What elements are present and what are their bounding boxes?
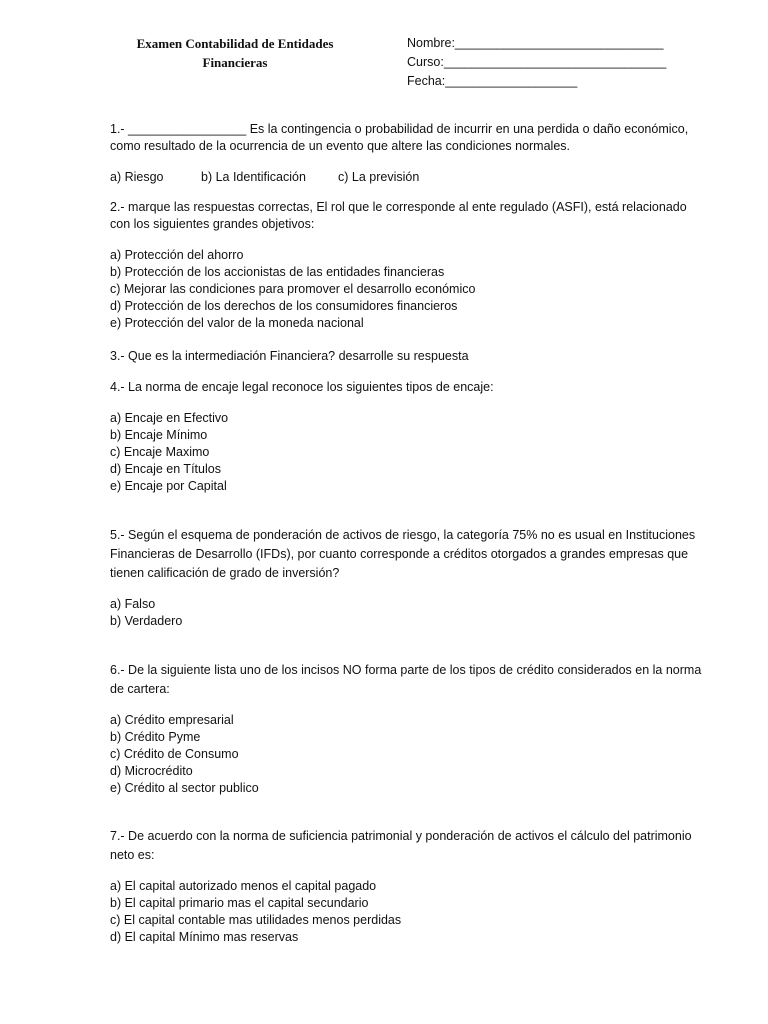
question-6: 6.- De la siguiente lista uno de los incisos NO forma parte de los tipos de crédito considerados en la norma de cartera: — [110, 663, 702, 696]
option: b) Verdadero — [110, 614, 183, 628]
option: b) Encaje Mínimo — [110, 428, 208, 442]
option: b) El capital primario mas el capital secundario — [110, 896, 369, 910]
question-6-options — [110, 712, 710, 797]
option: a) Encaje en Efectivo — [110, 411, 229, 425]
title-line-1: Examen Contabilidad de Entidades — [136, 36, 334, 51]
option: a) Crédito empresarial — [110, 713, 234, 727]
question-4: 4.- La norma de encaje legal reconoce los siguientes tipos de encaje: — [110, 380, 494, 394]
questions — [110, 121, 710, 946]
option: e) Protección del valor de la moneda nacional — [110, 316, 364, 330]
date-field: Fecha:___________________ — [407, 74, 578, 88]
title-line-2: Financieras — [202, 55, 268, 70]
question-4-options — [110, 410, 710, 495]
question-5: 5.- Según el esquema de ponderación de activos de riesgo, la categoría 75% no es usual en Instituciones Financieras de Desarrollo (IFDs), por cuanto corresponde a créditos otorgados a grandes empresas que tienen calificación de grado de inversión? — [110, 528, 696, 580]
option: b) La Identificación — [201, 170, 306, 184]
option: a) Riesgo — [110, 170, 164, 184]
course-field: Curso:________________________________ — [407, 55, 667, 69]
question-2-options — [110, 247, 710, 332]
question-3: 3.- Que es la intermediación Financiera? desarrolle su respuesta — [110, 349, 469, 363]
option: a) El capital autorizado menos el capital pagado — [110, 879, 377, 893]
option: e) Crédito al sector publico — [110, 781, 259, 795]
option: d) Protección de los derechos de los consumidores financieros — [110, 299, 458, 313]
option: c) La previsión — [338, 170, 420, 184]
question-1: 1.- _________________ Es la contingencia o probabilidad de incurrir en una perdida o daño económico, como resultado de la ocurrencia de un evento que altere las condiciones normales. — [110, 122, 689, 153]
option: c) El capital contable mas utilidades menos perdidas — [110, 913, 402, 927]
question-5-options — [110, 596, 710, 630]
option: d) Microcrédito — [110, 764, 193, 778]
option: d) El capital Mínimo mas reservas — [110, 930, 299, 944]
option: b) Crédito Pyme — [110, 730, 201, 744]
option: c) Mejorar las condiciones para promover el desarrollo económico — [110, 282, 476, 296]
question-2: 2.- marque las respuestas correctas, El rol que le corresponde al ente regulado (ASFI), está relacionado con los siguientes grandes objetivos: — [110, 200, 687, 231]
student-fields — [407, 34, 666, 91]
name-field: Nombre:______________________________ — [407, 36, 664, 50]
question-1-options — [110, 169, 710, 186]
option: b) Protección de los accionistas de las entidades financieras — [110, 265, 445, 279]
option: c) Crédito de Consumo — [110, 747, 239, 761]
exam-title — [100, 34, 370, 72]
option: c) Encaje Maximo — [110, 445, 210, 459]
question-7: 7.- De acuerdo con la norma de suficiencia patrimonial y ponderación de activos el cálculo del patrimonio neto es: — [110, 829, 692, 862]
question-7-options — [110, 878, 710, 946]
option: d) Encaje en Títulos — [110, 462, 221, 476]
option: a) Protección del ahorro — [110, 248, 244, 262]
option: a) Falso — [110, 597, 156, 611]
option: e) Encaje por Capital — [110, 479, 227, 493]
